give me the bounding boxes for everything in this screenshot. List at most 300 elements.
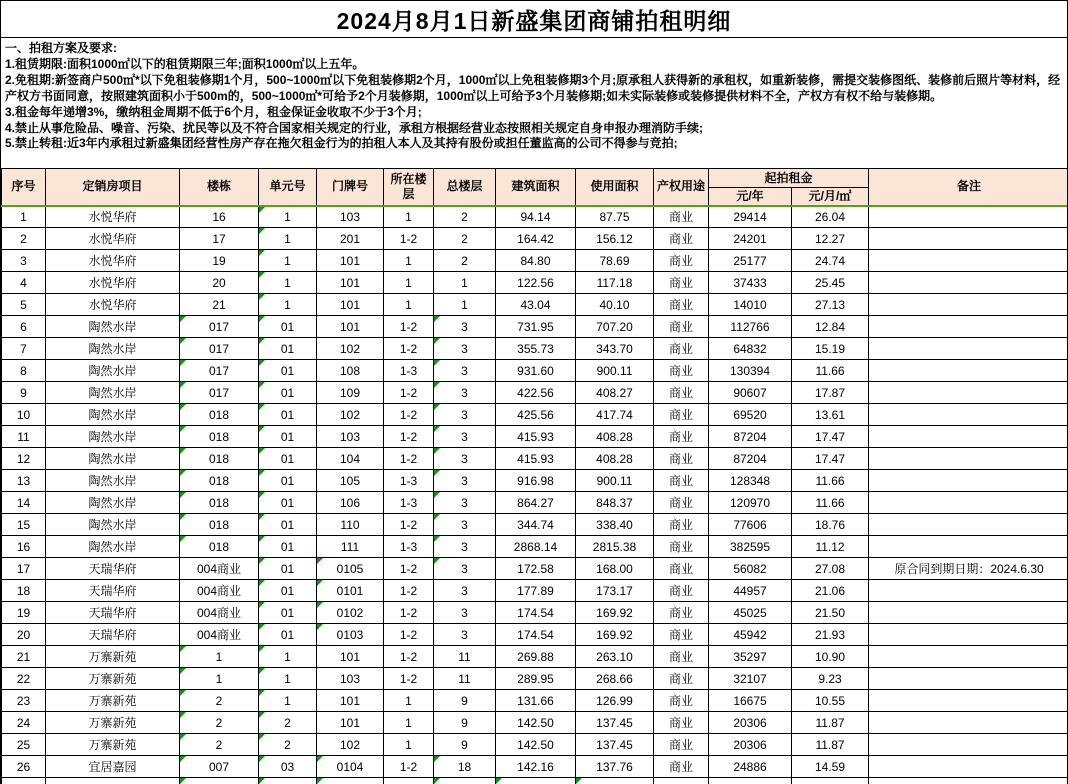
cell-rent-month[interactable]: 13.61 xyxy=(792,404,869,426)
cell-door[interactable]: 101 xyxy=(317,690,384,712)
cell-usage[interactable]: 商业 xyxy=(654,602,709,624)
cell-area-built[interactable]: 415.93 xyxy=(496,426,576,448)
cell-area-use[interactable]: 137.76 xyxy=(576,756,654,778)
cell-usage[interactable]: 商业 xyxy=(654,646,709,668)
cell-rent-month[interactable]: 21.50 xyxy=(792,602,869,624)
cell-usage[interactable]: 商业 xyxy=(654,228,709,250)
cell-rent-year[interactable]: 35297 xyxy=(709,646,792,668)
cell-area-use[interactable]: 87.75 xyxy=(576,206,654,228)
cell-unit[interactable]: 1 xyxy=(259,690,317,712)
cell-rent-month[interactable]: 27.08 xyxy=(792,558,869,580)
cell-index[interactable]: 26 xyxy=(2,756,46,778)
cell-area-built[interactable]: 731.95 xyxy=(496,316,576,338)
cell-area-use[interactable]: 338.40 xyxy=(576,514,654,536)
cell-project[interactable]: 陶然水岸 xyxy=(46,404,180,426)
cell-area-built[interactable]: 177.89 xyxy=(496,580,576,602)
cell-door[interactable]: 201 xyxy=(317,228,384,250)
cell-door[interactable]: 0102 xyxy=(317,602,384,624)
cell-project[interactable]: 天瑞华府 xyxy=(46,580,180,602)
cell-usage[interactable]: 商业 xyxy=(654,250,709,272)
cell-door[interactable]: 0101 xyxy=(317,580,384,602)
cell-usage[interactable]: 商业 xyxy=(654,448,709,470)
cell-area-built[interactable]: 142.50 xyxy=(496,712,576,734)
cell-remark[interactable] xyxy=(869,316,1068,338)
cell-building[interactable]: 017 xyxy=(180,360,259,382)
cell-floor[interactable]: 1-2 xyxy=(384,668,434,690)
cell-index[interactable]: 18 xyxy=(2,580,46,602)
cell-usage[interactable]: 商业 xyxy=(654,206,709,228)
cell-area-use[interactable]: 168.00 xyxy=(576,558,654,580)
cell-floors[interactable]: 3 xyxy=(434,558,496,580)
cell-remark[interactable] xyxy=(869,272,1068,294)
cell-project[interactable]: 宜居嘉园 xyxy=(46,756,180,778)
cell-project[interactable]: 陶然水岸 xyxy=(46,338,180,360)
cell-usage[interactable]: 商业 xyxy=(654,492,709,514)
cell-door[interactable]: 108 xyxy=(317,360,384,382)
cell-rent-year[interactable]: 14010 xyxy=(709,294,792,316)
cell-remark[interactable] xyxy=(869,756,1068,778)
cell-area-built[interactable]: 164.42 xyxy=(496,228,576,250)
cell-index[interactable]: 4 xyxy=(2,272,46,294)
cell-index[interactable]: 1 xyxy=(2,206,46,228)
cell-area-use[interactable]: 408.28 xyxy=(576,426,654,448)
cell-area-use[interactable]: 900.11 xyxy=(576,360,654,382)
cell-usage[interactable]: 商业 xyxy=(654,294,709,316)
cell-remark[interactable] xyxy=(869,602,1068,624)
header-cell-remark[interactable]: 备注 xyxy=(869,169,1068,206)
cell-floor[interactable]: 1-2 xyxy=(384,558,434,580)
cell-door[interactable]: 0103 xyxy=(317,624,384,646)
cell-floors[interactable]: 2 xyxy=(434,250,496,272)
cell-floors[interactable]: 3 xyxy=(434,602,496,624)
cell-rent-year[interactable]: 24201 xyxy=(709,228,792,250)
header-cell-area-built[interactable]: 建筑面积 xyxy=(496,169,576,206)
cell-rent-year[interactable]: 90607 xyxy=(709,382,792,404)
cell-building[interactable]: 20 xyxy=(180,272,259,294)
cell-door[interactable]: 102 xyxy=(317,338,384,360)
cell-index[interactable]: 8 xyxy=(2,360,46,382)
cell-door[interactable]: 0104 xyxy=(317,756,384,778)
cell-rent-year[interactable]: 112766 xyxy=(709,316,792,338)
cell-floor[interactable]: 1-2 xyxy=(384,404,434,426)
cell-floors[interactable]: 11 xyxy=(434,668,496,690)
cell-floor[interactable]: 1-3 xyxy=(384,470,434,492)
cell-area-built[interactable]: 94.14 xyxy=(496,206,576,228)
cell-floors[interactable]: 18 xyxy=(434,756,496,778)
cell-rent-month[interactable]: 27.13 xyxy=(792,294,869,316)
cell-remark[interactable]: 原合同到期日期：2024.6.30 xyxy=(869,558,1068,580)
cell-unit[interactable]: 1 xyxy=(259,272,317,294)
cell-floor[interactable]: 1-2 xyxy=(384,756,434,778)
cell-project[interactable]: 万寨新苑 xyxy=(46,646,180,668)
cell-floors[interactable]: 9 xyxy=(434,690,496,712)
cell-remark[interactable] xyxy=(869,470,1068,492)
cell-floors[interactable]: 3 xyxy=(434,624,496,646)
cell-unit[interactable]: 01 xyxy=(259,580,317,602)
cell-floors[interactable]: 1 xyxy=(434,272,496,294)
cell-floor[interactable]: 1 xyxy=(384,272,434,294)
cell-floors[interactable]: 3 xyxy=(434,382,496,404)
cell-area-use[interactable]: 126.99 xyxy=(576,690,654,712)
cell-door[interactable]: 104 xyxy=(317,448,384,470)
cell-rent-month[interactable]: 25.45 xyxy=(792,272,869,294)
cell-usage[interactable]: 商业 xyxy=(654,558,709,580)
cell-remark[interactable] xyxy=(869,382,1068,404)
header-cell-usage[interactable]: 产权用途 xyxy=(654,169,709,206)
cell-area-built[interactable]: 84.80 xyxy=(496,250,576,272)
cell-building[interactable]: 017 xyxy=(180,382,259,404)
cell-index[interactable]: 2 xyxy=(2,228,46,250)
cell-floor[interactable]: 1-2 xyxy=(384,316,434,338)
cell-floor[interactable]: 1 xyxy=(384,294,434,316)
cell-building[interactable]: 004商业 xyxy=(180,558,259,580)
cell-rent-year[interactable]: 382595 xyxy=(709,536,792,558)
cell-usage[interactable]: 商业 xyxy=(654,382,709,404)
cell-door[interactable]: 106 xyxy=(317,492,384,514)
cell-index[interactable]: 13 xyxy=(2,470,46,492)
cell-rent-year[interactable]: 16675 xyxy=(709,690,792,712)
cell-project[interactable]: 水悦华府 xyxy=(46,228,180,250)
cell-remark[interactable] xyxy=(869,580,1068,602)
cell-building[interactable]: 16 xyxy=(180,206,259,228)
cell-rent-year[interactable]: 37433 xyxy=(709,272,792,294)
cell-rent-year[interactable]: 87204 xyxy=(709,426,792,448)
cell-area-built[interactable]: 269.88 xyxy=(496,646,576,668)
cell-door[interactable]: 103 xyxy=(317,668,384,690)
cell-area-built[interactable]: 289.95 xyxy=(496,668,576,690)
cell-project[interactable]: 水悦华府 xyxy=(46,294,180,316)
cell-usage[interactable]: 商业 xyxy=(654,360,709,382)
cell-area-use[interactable]: 263.10 xyxy=(576,646,654,668)
cell-rent-year[interactable]: 77606 xyxy=(709,514,792,536)
cell-usage[interactable] xyxy=(654,778,709,784)
cell-usage[interactable]: 商业 xyxy=(654,470,709,492)
cell-floors[interactable]: 2 xyxy=(434,206,496,228)
cell-unit[interactable]: 01 xyxy=(259,536,317,558)
header-cell-index[interactable]: 序号 xyxy=(2,169,46,206)
cell-floor[interactable]: 1-2 xyxy=(384,338,434,360)
cell-rent-year[interactable]: 56082 xyxy=(709,558,792,580)
cell-remark[interactable] xyxy=(869,360,1068,382)
cell-building[interactable]: 018 xyxy=(180,536,259,558)
header-cell-floor[interactable]: 所在楼层 xyxy=(384,169,434,206)
cell-remark[interactable] xyxy=(869,404,1068,426)
cell-building[interactable]: 1 xyxy=(180,668,259,690)
cell-rent-month[interactable]: 17.47 xyxy=(792,448,869,470)
cell-building[interactable]: 19 xyxy=(180,250,259,272)
cell-door[interactable]: 101 xyxy=(317,316,384,338)
cell-project[interactable]: 水悦华府 xyxy=(46,250,180,272)
cell-rent-year[interactable]: 44957 xyxy=(709,580,792,602)
cell-index[interactable]: 9 xyxy=(2,382,46,404)
cell-area-use[interactable]: 417.74 xyxy=(576,404,654,426)
cell-rent-month[interactable]: 17.87 xyxy=(792,382,869,404)
cell-area-built[interactable]: 355.73 xyxy=(496,338,576,360)
cell-usage[interactable]: 商业 xyxy=(654,690,709,712)
cell-remark[interactable] xyxy=(869,778,1068,784)
cell-remark[interactable] xyxy=(869,712,1068,734)
cell-building[interactable]: 018 xyxy=(180,404,259,426)
cell-index[interactable]: 5 xyxy=(2,294,46,316)
cell-usage[interactable]: 商业 xyxy=(654,316,709,338)
cell-area-built[interactable]: 142.50 xyxy=(496,734,576,756)
cell-unit[interactable]: 2 xyxy=(259,734,317,756)
cell-building[interactable]: 018 xyxy=(180,492,259,514)
header-cell-floors-total[interactable]: 总楼层 xyxy=(434,169,496,206)
cell-area-use[interactable]: 900.11 xyxy=(576,470,654,492)
cell-remark[interactable] xyxy=(869,514,1068,536)
cell-floor[interactable]: 1-2 xyxy=(384,646,434,668)
cell-project[interactable]: 陶然水岸 xyxy=(46,316,180,338)
cell-building[interactable]: 018 xyxy=(180,514,259,536)
cell-rent-month[interactable]: 11.66 xyxy=(792,470,869,492)
cell-project[interactable]: 万寨新苑 xyxy=(46,734,180,756)
cell-rent-year[interactable]: 29414 xyxy=(709,206,792,228)
cell-rent-month[interactable]: 11.87 xyxy=(792,734,869,756)
cell-area-use[interactable]: 169.92 xyxy=(576,624,654,646)
cell-floors[interactable]: 11 xyxy=(434,646,496,668)
cell-unit[interactable]: 01 xyxy=(259,602,317,624)
cell-floor[interactable]: 1-2 xyxy=(384,382,434,404)
cell-rent-month[interactable]: 15.19 xyxy=(792,338,869,360)
cell-building[interactable]: 018 xyxy=(180,426,259,448)
cell-area-built[interactable]: 43.04 xyxy=(496,294,576,316)
cell-rent-month[interactable]: 24.74 xyxy=(792,250,869,272)
cell-area-built[interactable]: 864.27 xyxy=(496,492,576,514)
cell-building[interactable]: 2 xyxy=(180,712,259,734)
cell-area-built[interactable]: 174.54 xyxy=(496,624,576,646)
cell-usage[interactable]: 商业 xyxy=(654,338,709,360)
header-cell-rent-group[interactable]: 起拍租金 xyxy=(709,169,869,188)
cell-project[interactable]: 陶然水岸 xyxy=(46,426,180,448)
cell-unit[interactable]: 1 xyxy=(259,646,317,668)
cell-index[interactable]: 21 xyxy=(2,646,46,668)
cell-floor[interactable]: 1-3 xyxy=(384,360,434,382)
cell-rent-year[interactable] xyxy=(709,778,792,784)
cell-usage[interactable]: 商业 xyxy=(654,514,709,536)
cell-floor[interactable]: 1-3 xyxy=(384,492,434,514)
cell-rent-year[interactable]: 20306 xyxy=(709,712,792,734)
cell-unit[interactable]: 1 xyxy=(259,668,317,690)
cell-door[interactable]: 103 xyxy=(317,426,384,448)
cell-project[interactable]: 陶然水岸 xyxy=(46,470,180,492)
cell-floor[interactable]: 1 xyxy=(384,690,434,712)
cell-door[interactable]: 103 xyxy=(317,206,384,228)
cell-unit[interactable]: 1 xyxy=(259,294,317,316)
cell-unit[interactable]: 01 xyxy=(259,470,317,492)
cell-index[interactable]: 6 xyxy=(2,316,46,338)
cell-building[interactable]: 007 xyxy=(180,756,259,778)
cell-building[interactable]: 17 xyxy=(180,228,259,250)
cell-rent-year[interactable]: 32107 xyxy=(709,668,792,690)
cell-floor[interactable]: 1-2 xyxy=(384,580,434,602)
cell-floors[interactable]: 3 xyxy=(434,470,496,492)
cell-unit[interactable]: 03 xyxy=(259,756,317,778)
cell-project[interactable]: 水悦华府 xyxy=(46,206,180,228)
cell-rent-month[interactable]: 10.90 xyxy=(792,646,869,668)
cell-floor[interactable]: 1-2 xyxy=(384,624,434,646)
cell-door[interactable]: 101 xyxy=(317,646,384,668)
cell-unit[interactable]: 01 xyxy=(259,448,317,470)
cell-unit[interactable]: 01 xyxy=(259,360,317,382)
cell-rent-month[interactable] xyxy=(792,778,869,784)
cell-rent-month[interactable]: 26.04 xyxy=(792,206,869,228)
cell-floors[interactable]: 3 xyxy=(434,514,496,536)
cell-floors[interactable]: 3 xyxy=(434,338,496,360)
cell-project[interactable]: 陶然水岸 xyxy=(46,360,180,382)
cell-project[interactable]: 陶然水岸 xyxy=(46,492,180,514)
cell-area-use[interactable]: 137.45 xyxy=(576,734,654,756)
cell-remark[interactable] xyxy=(869,690,1068,712)
cell-usage[interactable]: 商业 xyxy=(654,712,709,734)
cell-building[interactable]: 017 xyxy=(180,338,259,360)
cell-rent-year[interactable]: 69520 xyxy=(709,404,792,426)
cell-rent-month[interactable]: 11.66 xyxy=(792,492,869,514)
cell-unit[interactable] xyxy=(259,778,317,784)
cell-door[interactable]: 111 xyxy=(317,536,384,558)
cell-rent-month[interactable]: 9.23 xyxy=(792,668,869,690)
cell-area-use[interactable]: 2815.38 xyxy=(576,536,654,558)
cell-remark[interactable] xyxy=(869,668,1068,690)
cell-floors[interactable]: 3 xyxy=(434,492,496,514)
cell-area-built[interactable]: 344.74 xyxy=(496,514,576,536)
cell-rent-month[interactable]: 21.93 xyxy=(792,624,869,646)
cell-floor[interactable]: 1 xyxy=(384,712,434,734)
cell-index[interactable]: 16 xyxy=(2,536,46,558)
cell-unit[interactable]: 1 xyxy=(259,250,317,272)
cell-usage[interactable]: 商业 xyxy=(654,404,709,426)
cell-rent-year[interactable]: 45942 xyxy=(709,624,792,646)
cell-index[interactable]: 14 xyxy=(2,492,46,514)
cell-building[interactable]: 2 xyxy=(180,690,259,712)
cell-floors[interactable]: 9 xyxy=(434,712,496,734)
cell-index[interactable]: 19 xyxy=(2,602,46,624)
cell-usage[interactable]: 商业 xyxy=(654,426,709,448)
cell-project[interactable]: 万寨新苑 xyxy=(46,712,180,734)
cell-index[interactable]: 3 xyxy=(2,250,46,272)
cell-building[interactable]: 004商业 xyxy=(180,624,259,646)
cell-area-use[interactable]: 169.92 xyxy=(576,602,654,624)
cell-floor[interactable] xyxy=(384,778,434,784)
cell-door[interactable]: 101 xyxy=(317,712,384,734)
cell-project[interactable]: 陶然水岸 xyxy=(46,536,180,558)
cell-area-built[interactable]: 2868.14 xyxy=(496,536,576,558)
cell-building[interactable]: 004商业 xyxy=(180,602,259,624)
cell-usage[interactable]: 商业 xyxy=(654,272,709,294)
cell-rent-month[interactable]: 21.06 xyxy=(792,580,869,602)
cell-door[interactable]: 105 xyxy=(317,470,384,492)
cell-building[interactable]: 018 xyxy=(180,470,259,492)
cell-area-use[interactable] xyxy=(576,778,654,784)
cell-area-use[interactable]: 137.45 xyxy=(576,712,654,734)
cell-building[interactable]: 21 xyxy=(180,294,259,316)
cell-project[interactable]: 天瑞华府 xyxy=(46,624,180,646)
cell-floor[interactable]: 1-2 xyxy=(384,602,434,624)
cell-project[interactable]: 水悦华府 xyxy=(46,272,180,294)
cell-rent-month[interactable]: 12.84 xyxy=(792,316,869,338)
cell-usage[interactable]: 商业 xyxy=(654,756,709,778)
cell-area-built[interactable]: 174.54 xyxy=(496,602,576,624)
header-cell-rent-month[interactable]: 元/月/㎡ xyxy=(792,188,869,206)
cell-area-use[interactable]: 343.70 xyxy=(576,338,654,360)
cell-usage[interactable]: 商业 xyxy=(654,580,709,602)
cell-door[interactable]: 102 xyxy=(317,734,384,756)
cell-unit[interactable]: 01 xyxy=(259,558,317,580)
cell-usage[interactable]: 商业 xyxy=(654,668,709,690)
cell-remark[interactable] xyxy=(869,338,1068,360)
cell-unit[interactable]: 2 xyxy=(259,712,317,734)
cell-unit[interactable]: 01 xyxy=(259,514,317,536)
cell-area-use[interactable]: 408.28 xyxy=(576,448,654,470)
cell-door[interactable]: 101 xyxy=(317,250,384,272)
cell-project[interactable]: 天瑞华府 xyxy=(46,602,180,624)
cell-unit[interactable]: 01 xyxy=(259,382,317,404)
cell-project[interactable]: 陶然水岸 xyxy=(46,448,180,470)
cell-door[interactable]: 102 xyxy=(317,404,384,426)
cell-floors[interactable]: 3 xyxy=(434,360,496,382)
cell-rent-month[interactable]: 10.55 xyxy=(792,690,869,712)
cell-index[interactable]: 23 xyxy=(2,690,46,712)
cell-area-use[interactable]: 117.18 xyxy=(576,272,654,294)
cell-door[interactable]: 110 xyxy=(317,514,384,536)
cell-building[interactable]: 017 xyxy=(180,316,259,338)
cell-unit[interactable]: 1 xyxy=(259,228,317,250)
cell-unit[interactable]: 01 xyxy=(259,624,317,646)
cell-usage[interactable]: 商业 xyxy=(654,624,709,646)
cell-floor[interactable]: 1 xyxy=(384,734,434,756)
header-cell-rent-year[interactable]: 元/年 xyxy=(709,188,792,206)
cell-rent-year[interactable]: 130394 xyxy=(709,360,792,382)
cell-floors[interactable]: 9 xyxy=(434,734,496,756)
cell-index[interactable]: 12 xyxy=(2,448,46,470)
cell-area-built[interactable]: 122.56 xyxy=(496,272,576,294)
cell-remark[interactable] xyxy=(869,294,1068,316)
cell-remark[interactable] xyxy=(869,448,1068,470)
cell-rent-month[interactable]: 18.76 xyxy=(792,514,869,536)
cell-rent-month[interactable]: 11.12 xyxy=(792,536,869,558)
cell-area-use[interactable]: 848.37 xyxy=(576,492,654,514)
cell-building[interactable]: 004商业 xyxy=(180,580,259,602)
cell-area-use[interactable]: 173.17 xyxy=(576,580,654,602)
cell-rent-month[interactable]: 11.87 xyxy=(792,712,869,734)
cell-index[interactable]: 24 xyxy=(2,712,46,734)
cell-rent-year[interactable]: 45025 xyxy=(709,602,792,624)
cell-area-built[interactable]: 931.60 xyxy=(496,360,576,382)
cell-floors[interactable]: 3 xyxy=(434,448,496,470)
cell-floors[interactable]: 2 xyxy=(434,228,496,250)
cell-area-use[interactable]: 408.27 xyxy=(576,382,654,404)
cell-index[interactable]: 22 xyxy=(2,668,46,690)
cell-rent-year[interactable]: 87204 xyxy=(709,448,792,470)
cell-floors[interactable]: 3 xyxy=(434,536,496,558)
cell-floor[interactable]: 1 xyxy=(384,206,434,228)
cell-area-built[interactable]: 172.58 xyxy=(496,558,576,580)
cell-area-built[interactable]: 131.66 xyxy=(496,690,576,712)
cell-floors[interactable]: 3 xyxy=(434,316,496,338)
cell-door[interactable] xyxy=(317,778,384,784)
cell-rent-year[interactable]: 20306 xyxy=(709,734,792,756)
cell-remark[interactable] xyxy=(869,646,1068,668)
cell-rent-month[interactable]: 11.66 xyxy=(792,360,869,382)
cell-area-built[interactable]: 142.16 xyxy=(496,756,576,778)
cell-usage[interactable]: 商业 xyxy=(654,536,709,558)
cell-remark[interactable] xyxy=(869,624,1068,646)
cell-unit[interactable]: 01 xyxy=(259,426,317,448)
cell-building[interactable] xyxy=(180,778,259,784)
cell-remark[interactable] xyxy=(869,536,1068,558)
cell-area-built[interactable] xyxy=(496,778,576,784)
cell-floor[interactable]: 1-2 xyxy=(384,228,434,250)
